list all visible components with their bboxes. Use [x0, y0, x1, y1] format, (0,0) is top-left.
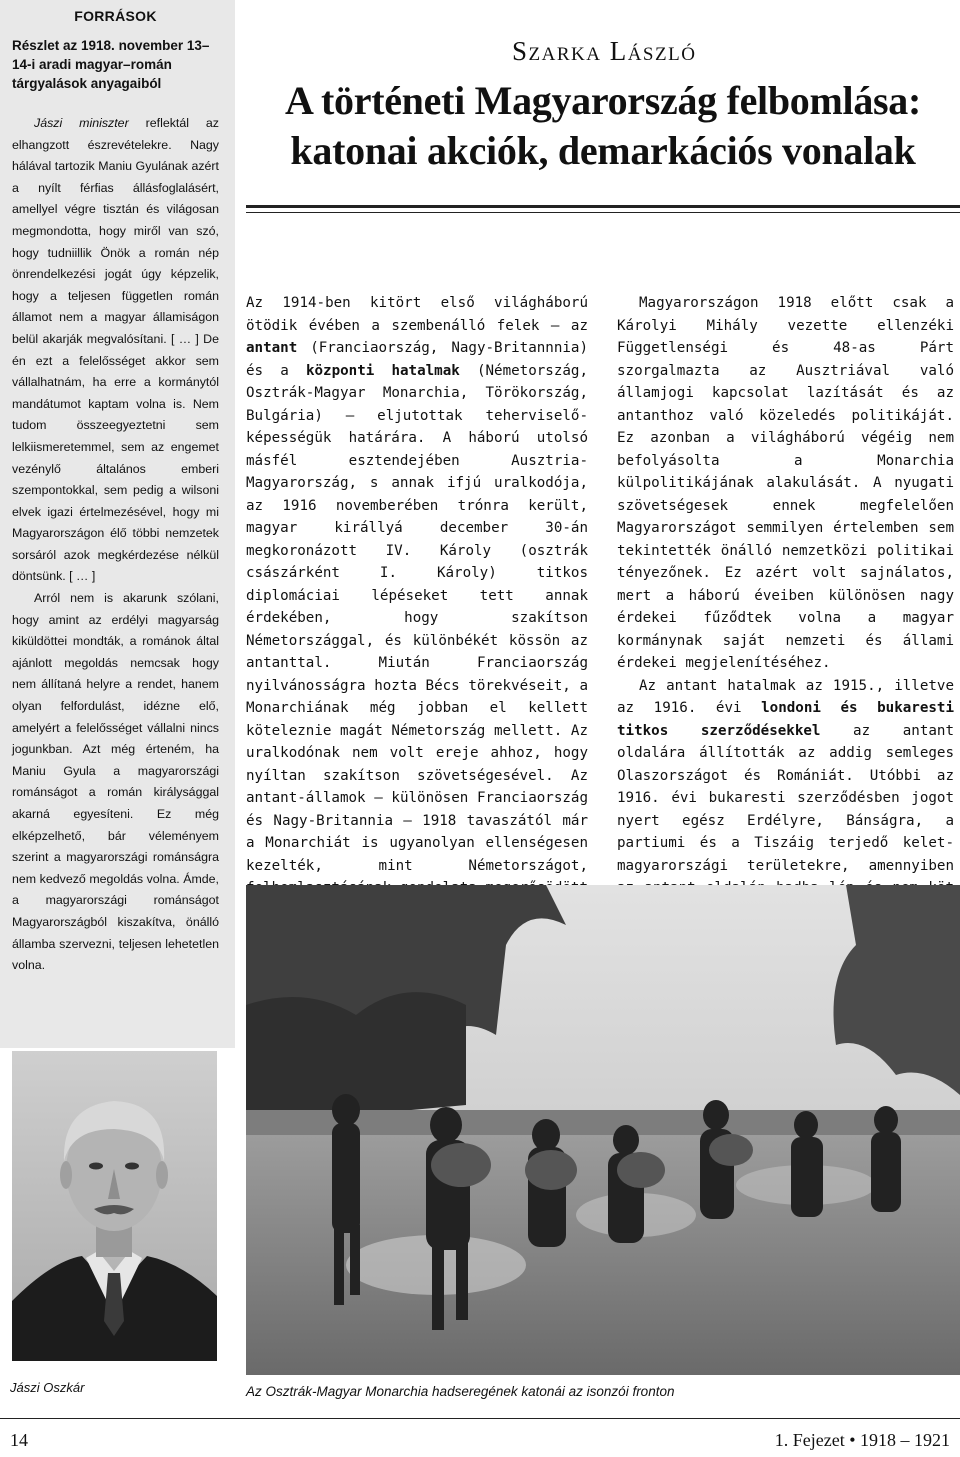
article-title-line-2: katonai akciók, demarkációs vonalak [290, 128, 916, 173]
sidebar-paragraph-2: Arról nem is akarunk szólani, hogy amint az erdélyi magyarság kiküldöttei mondták, a románok által ajánlott megoldás nemcsak hogy nem állítaná helyre a rendet, hanem olyan felfordulást, idézne elő, amelyért a felelősséget vállalni nincs jogunkban. Azt még érteném, ha Maniu Gyula a magyarországi románságot a román királysággal akarná egyesíteni. Ez még elképzelhető, bár véleményem szerint a magyarországi románságra nem kedvező megoldás volna. Ámde, a magyarországi románságot Magyarországból kiszakítva, önálló államba szervezni, teljesen lehetetlen volna. [12, 591, 219, 973]
photo-caption: Az Osztrák-Magyar Monarchia hadseregének katonái az isonzói fronton [246, 1384, 675, 1399]
col1-text-3: (Németország, Osztrák-Magyar Monarchia, Törökország, Bulgária) – eljutottak teherviselő-képességük határára. A háború utolsó másfél esztendejében Ausztria-Magyarország, s annak ifjú uralkodója, az 1916 novemberében trónra került, magyar királlyá december 30-án megkoronázott IV. Károly (osztrák császárként I. Károly) titkos diplomáciai lépéseket tett annak érdekében, hogy szakítson Németországgal, és különbékét kössön az antanttal. Miután Franciaország nyilvánosságra hozta Bécs törekvéseit, a Monarchiának még jobban el kellett köteleznie magát Németország mellett. Az uralkodónak nem volt ereje ahhoz, hogy nyíltan szakítson szövetségesével. Az antant-államok – különösen Franciaország és Nagy-Britannia – 1918 tavaszától már a Monarchiát is ugyanolyan ellenségesen kezelték, mint Németországot, [246, 362, 588, 874]
article-column-1 [246, 292, 588, 922]
article-author: Szarka László [512, 36, 697, 66]
article-title-line-1: A történeti Magyarország felbomlása: [284, 78, 922, 123]
col1-bold-kozponti: központi hatalmak [305, 362, 460, 379]
sources-sidebar [0, 0, 235, 1048]
chapter-label: 1. Fejezet • 1918 – 1921 [774, 1430, 950, 1450]
sidebar-paragraph-1 [12, 113, 219, 588]
sidebar-intro-rest: reflektál az elhangzott észrevételekre. Nagy hálával tartozik Maniu Gyulának azért a nyílt férfias állásfoglalásért, amellyel végre tisztán és világosan megmondotta, hogy miről van szó, hogy tudniillik Önök a román nép önrendelkezési jogát úgy képzelik, hogy a teljesen független román államot nem a magyar államiságon belül akarják megvalósítani. [ … ] De én ezt a felelősséget akkor sem vállalhatnám, ha erre a kormánytól mandátumot kaptam volna is. Nem tudom összeegyeztetni sem lelkiismeretemmel, sem az engemet vezénylő általános emberi szempontokkal, sem pedig a wilsoni elvek igazi értelmezésével, hogy mi Magyarországon élő többi nemzetek sorsáról azok megkérdezése nélkül döntsünk. [ … ] [12, 116, 220, 584]
col1-text-2: (Franciaország, Nagy-Britannnia) és a [246, 340, 588, 379]
title-rule-thin [246, 212, 960, 213]
soldiers-photo [246, 885, 960, 1375]
portrait-caption: Jászi Oszkár [10, 1380, 85, 1395]
column-1-paragraph [246, 292, 588, 922]
sidebar-label: FORRÁSOK [74, 8, 157, 24]
col1-text-1: Az 1914-ben kitört első világháború ötödik évében a szembenálló felek – az [246, 295, 588, 334]
portrait-photo [12, 1051, 217, 1361]
column-2-paragraph-1: Magyarországon 1918 előtt csak a Károlyi Mihály vezette ellenzéki Függetlenségi és 48-as Párt szorgalmazta az Ausztriával való államjogi kapcsolat lazítását és az antanthoz való közeledés politikáját. Ez azonban a világháború végéig nem befolyásolta a Monarchia külpolitikájának alakulását. A nyugati szövetségesek ennek megfelelően Magyarországot semmilyen értelemben sem tekintették önálló nemzetközi politikai tényezőnek. Ez azért volt sajnálatos, mert a háború éveiben különösen nagy érdekei fűződtek volna a magyar kormánynak saját nemzeti és állami érdekei megjelenítéséhez. [617, 295, 954, 671]
article-title [258, 76, 948, 176]
sidebar-heading: Részlet az 1918. november 13–14-i aradi magyar–román tárgyalások anyagaiból [12, 38, 210, 91]
footer-rule [0, 1418, 960, 1419]
page-number: 14 [10, 1430, 28, 1450]
col2-text-2: az antant oldalára állították az addig semleges Olaszországot és Romániát. Utóbbi az 1916. évi bukaresti szerződésben jogot nyert egész Erdélyre, Bánságra, a partiumi és a Tiszáig terjedő kelet-magyarországi területekre, amennyiben [617, 722, 955, 874]
col1-bold-antant: antant [246, 340, 298, 356]
title-rule-thick [246, 205, 960, 208]
sidebar-text [12, 113, 219, 977]
col2-bold-treaties: londoni és bukaresti titkos szerződésekkel [617, 700, 954, 739]
sidebar-intro-italic: Jászi miniszter [34, 116, 129, 130]
col2-text-1: Az antant hatalmak az 1915., illetve az 1916. évi [617, 677, 954, 716]
